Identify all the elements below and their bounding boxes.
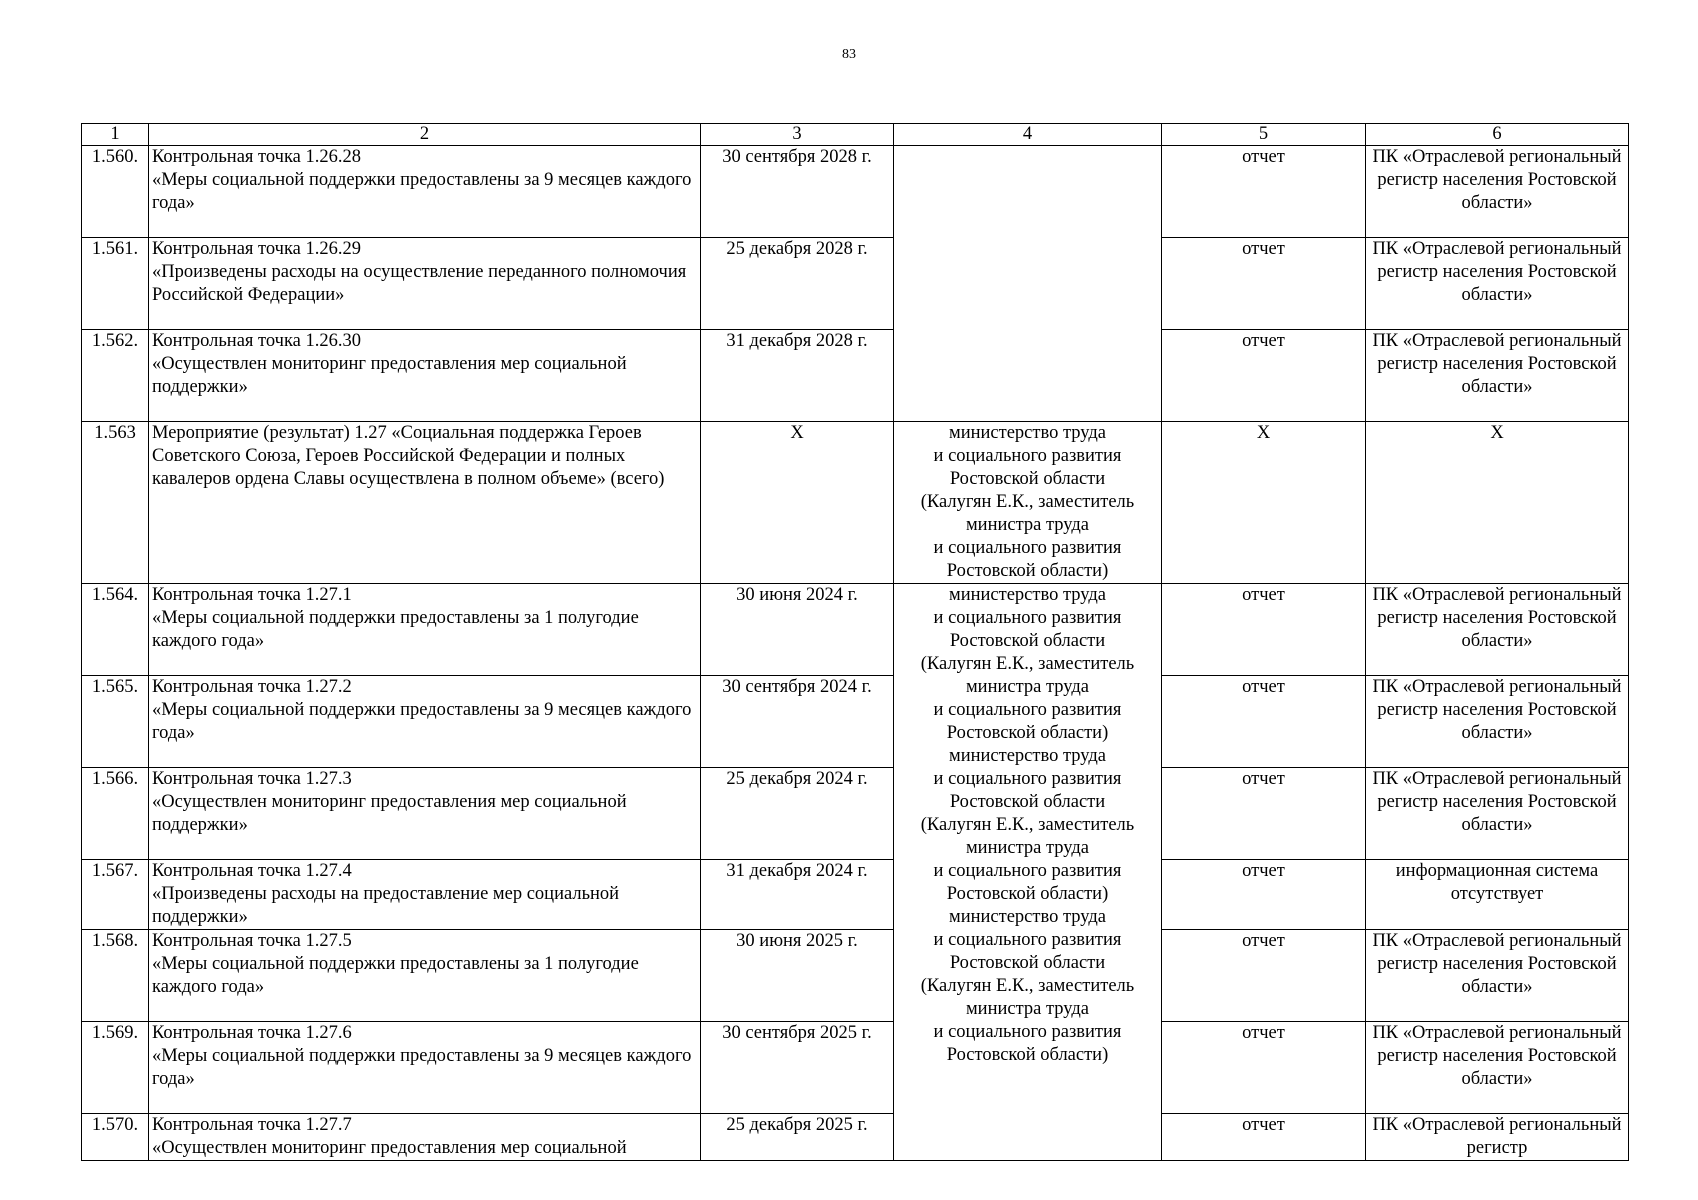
row-deadline: 30 сентября 2024 г.	[701, 676, 894, 768]
checkpoint-code: Контрольная точка 1.27.2	[152, 677, 352, 697]
row-name	[149, 930, 701, 1022]
row-document: отчет	[1162, 860, 1366, 930]
row-deadline: 25 декабря 2024 г.	[701, 768, 894, 860]
responsible-text: министерство труда и социального развития Ростовской области (Калугян Е.К., заместитель министра труда и социального развития Ростовской области) министерство труда и социального развития Ростовской области (Калугян Е.К., заместитель министра труда и социального развития Ростовской области) министерство труда и социального развития Ростовской области (Калугян Е.К., заместитель министра труда и социального развития Ростовской области)	[920, 585, 1135, 1065]
row-number: 1.570.	[82, 1114, 149, 1161]
checkpoint-description: «Произведены расходы на предоставление мер социальной поддержки»	[152, 884, 620, 927]
row-deadline: 30 июня 2025 г.	[701, 930, 894, 1022]
column-header-1: 1	[82, 124, 149, 146]
responsible-cell	[894, 422, 1162, 584]
checkpoint-description: «Меры социальной поддержки предоставлены за 1 полугодие каждого года»	[152, 954, 639, 997]
measure-title: Мероприятие (результат) 1.27 «Социальная поддержка Героев Советского Союза, Героев Российской Федерации и полных кавалеров ордена Славы осуществлена в полном объеме» (всего)	[152, 423, 665, 489]
checkpoint-description: «Меры социальной поддержки предоставлены за 1 полугодие каждого года»	[152, 608, 639, 651]
row-name	[149, 146, 701, 238]
row-document: отчет	[1162, 676, 1366, 768]
row-name	[149, 860, 701, 930]
checkpoint-description: «Произведены расходы на осуществление переданного полномочия Российской Федерации»	[152, 262, 687, 305]
row-information-system: ПК «Отраслевой региональный регистр населения Ростовской области»	[1366, 676, 1629, 768]
row-document: отчет	[1162, 768, 1366, 860]
row-number: 1.564.	[82, 584, 149, 676]
row-information-system: информационная система отсутствует	[1366, 860, 1629, 930]
row-document: отчет	[1162, 238, 1366, 330]
row-deadline: 30 июня 2024 г.	[701, 584, 894, 676]
checkpoint-code: Контрольная точка 1.27.3	[152, 769, 352, 789]
row-deadline: 25 декабря 2028 г.	[701, 238, 894, 330]
row-number: 1.569.	[82, 1022, 149, 1114]
row-information-system: ПК «Отраслевой региональный регистр населения Ростовской области»	[1366, 238, 1629, 330]
checkpoint-code: Контрольная точка 1.26.30	[152, 331, 362, 351]
plan-table	[81, 123, 1629, 1161]
checkpoint-code: Контрольная точка 1.26.28	[152, 147, 362, 167]
checkpoint-code: Контрольная точка 1.27.1	[152, 585, 352, 605]
row-number: 1.566.	[82, 768, 149, 860]
row-name	[149, 422, 701, 584]
checkpoint-code: Контрольная точка 1.27.7	[152, 1115, 352, 1135]
row-information-system: ПК «Отраслевой региональный регистр населения Ростовской области»	[1366, 768, 1629, 860]
checkpoint-description: «Осуществлен мониторинг предоставления мер социальной поддержки»	[152, 792, 627, 835]
row-name	[149, 676, 701, 768]
row-number: 1.562.	[82, 330, 149, 422]
row-deadline: 30 сентября 2025 г.	[701, 1022, 894, 1114]
row-number: 1.561.	[82, 238, 149, 330]
checkpoint-code: Контрольная точка 1.27.4	[152, 861, 352, 881]
row-name	[149, 238, 701, 330]
checkpoint-code: Контрольная точка 1.27.6	[152, 1023, 352, 1043]
page-number: 83	[842, 47, 856, 62]
table-row	[82, 676, 1629, 768]
row-document: отчет	[1162, 1114, 1366, 1161]
row-deadline: X	[701, 422, 894, 584]
table-row	[82, 1022, 1629, 1114]
row-document: отчет	[1162, 1022, 1366, 1114]
checkpoint-description: «Меры социальной поддержки предоставлены за 9 месяцев каждого года»	[152, 1046, 692, 1089]
table-row	[82, 330, 1629, 422]
row-deadline: 31 декабря 2028 г.	[701, 330, 894, 422]
responsible-cell	[894, 584, 1162, 1161]
row-document: отчет	[1162, 584, 1366, 676]
table-row	[82, 1114, 1629, 1161]
row-information-system: X	[1366, 422, 1629, 584]
row-deadline: 30 сентября 2028 г.	[701, 146, 894, 238]
row-number: 1.568.	[82, 930, 149, 1022]
checkpoint-description: «Меры социальной поддержки предоставлены за 9 месяцев каждого года»	[152, 700, 692, 743]
row-name	[149, 768, 701, 860]
row-deadline: 31 декабря 2024 г.	[701, 860, 894, 930]
responsible-text: министерство труда и социального развития Ростовской области (Калугян Е.К., заместитель министра труда и социального развития Ростовской области)	[920, 423, 1135, 581]
row-number: 1.563	[82, 422, 149, 584]
table-row	[82, 146, 1629, 238]
row-information-system: ПК «Отраслевой региональный регистр населения Ростовской области»	[1366, 330, 1629, 422]
row-information-system: ПК «Отраслевой региональный регистр населения Ростовской области»	[1366, 584, 1629, 676]
checkpoint-code: Контрольная точка 1.26.29	[152, 239, 362, 259]
column-header-2: 2	[149, 124, 701, 146]
table-row	[82, 930, 1629, 1022]
row-information-system: ПК «Отраслевой региональный регистр населения Ростовской области»	[1366, 146, 1629, 238]
row-name	[149, 1022, 701, 1114]
row-name	[149, 584, 701, 676]
row-document: X	[1162, 422, 1366, 584]
row-name	[149, 330, 701, 422]
table-header	[82, 124, 1629, 146]
table-row	[82, 768, 1629, 860]
column-header-4: 4	[894, 124, 1162, 146]
checkpoint-description: «Осуществлен мониторинг предоставления мер социальной поддержки»	[152, 354, 627, 397]
checkpoint-code: Контрольная точка 1.27.5	[152, 931, 352, 951]
row-information-system: ПК «Отраслевой региональный регистр населения Ростовской области»	[1366, 930, 1629, 1022]
row-document: отчет	[1162, 146, 1366, 238]
row-number: 1.565.	[82, 676, 149, 768]
table-row	[82, 422, 1629, 584]
row-deadline: 25 декабря 2025 г.	[701, 1114, 894, 1161]
responsible-cell	[894, 146, 1162, 422]
column-header-3: 3	[701, 124, 894, 146]
row-information-system: ПК «Отраслевой региональный регистр	[1366, 1114, 1629, 1161]
row-document: отчет	[1162, 330, 1366, 422]
row-information-system: ПК «Отраслевой региональный регистр населения Ростовской области»	[1366, 1022, 1629, 1114]
row-name	[149, 1114, 701, 1161]
row-number: 1.560.	[82, 146, 149, 238]
row-document: отчет	[1162, 930, 1366, 1022]
table-row	[82, 238, 1629, 330]
table-row	[82, 584, 1629, 676]
row-number: 1.567.	[82, 860, 149, 930]
column-header-5: 5	[1162, 124, 1366, 146]
column-header-6: 6	[1366, 124, 1629, 146]
checkpoint-description: «Меры социальной поддержки предоставлены за 9 месяцев каждого года»	[152, 170, 692, 213]
table-row	[82, 860, 1629, 930]
checkpoint-description: «Осуществлен мониторинг предоставления мер социальной	[152, 1138, 627, 1158]
